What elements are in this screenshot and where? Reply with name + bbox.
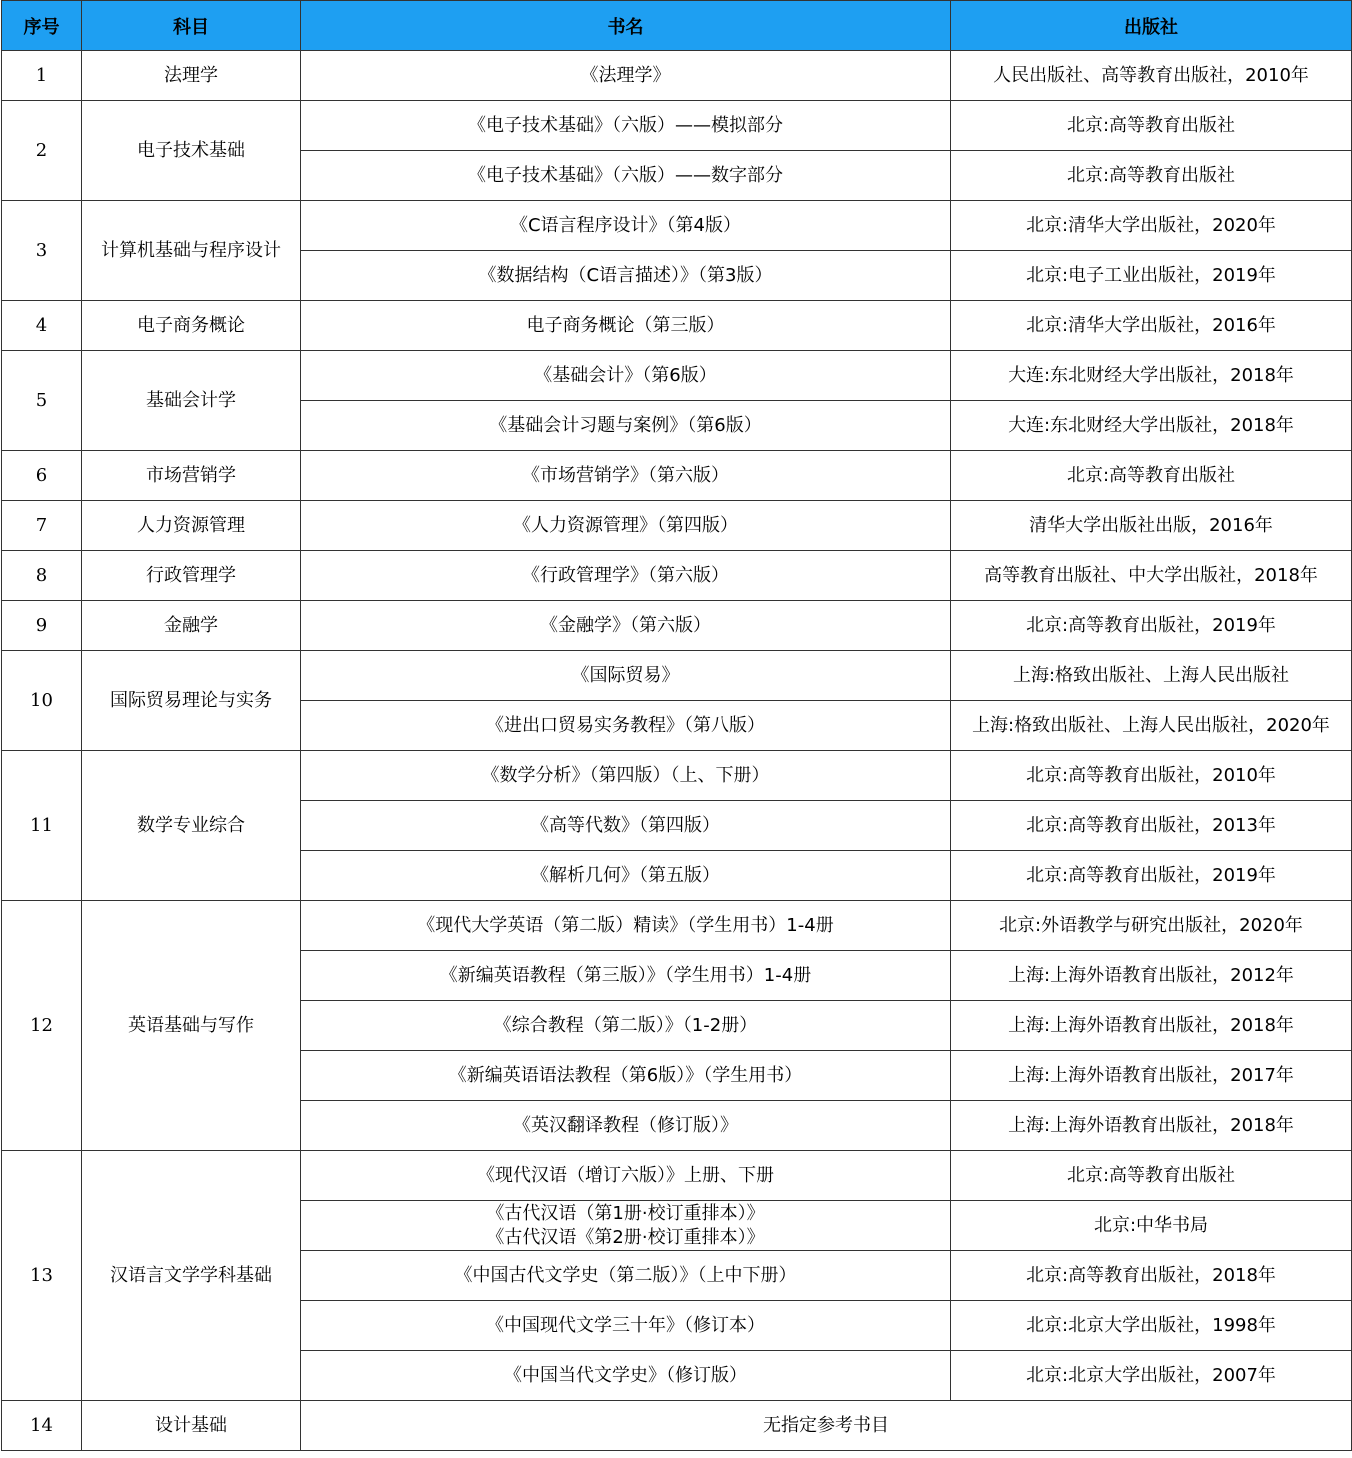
row-publisher: 北京:电子工业出版社，2019年	[951, 251, 1352, 301]
row-publisher: 上海:上海外语教育出版社，2012年	[951, 951, 1352, 1001]
row-subject: 设计基础	[82, 1401, 301, 1451]
row-book-title: 《数学分析》（第四版）（上、下册）	[301, 751, 951, 801]
row-publisher: 上海:格致出版社、上海人民出版社	[951, 651, 1352, 701]
row-subject: 汉语言文学学科基础	[82, 1151, 301, 1401]
row-book-title	[301, 1201, 951, 1251]
row-publisher: 清华大学出版社出版，2016年	[951, 501, 1352, 551]
header-row	[2, 1, 1352, 51]
table-row	[2, 901, 1352, 951]
row-book-title: 《国际贸易》	[301, 651, 951, 701]
row-book-title: 《进出口贸易实务教程》（第八版）	[301, 701, 951, 751]
row-publisher: 北京:高等教育出版社，2019年	[951, 851, 1352, 901]
row-index: 6	[2, 451, 82, 501]
row-subject: 市场营销学	[82, 451, 301, 501]
row-index: 10	[2, 651, 82, 751]
header-index: 序号	[2, 1, 82, 51]
row-index: 1	[2, 51, 82, 101]
row-subject: 人力资源管理	[82, 501, 301, 551]
book-title-line: 《古代汉语（第1册·校订重排本）》	[486, 1202, 765, 1224]
row-publisher: 北京:高等教育出版社，2010年	[951, 751, 1352, 801]
row-book-title: 《金融学》（第六版）	[301, 601, 951, 651]
row-book-title: 《电子技术基础》（六版）——模拟部分	[301, 101, 951, 151]
row-publisher: 北京:高等教育出版社，2013年	[951, 801, 1352, 851]
row-book-title: 《中国当代文学史》（修订版）	[301, 1351, 951, 1401]
table-row	[2, 301, 1352, 351]
row-index: 13	[2, 1151, 82, 1401]
row-index: 5	[2, 351, 82, 451]
row-publisher: 北京:北京大学出版社，1998年	[951, 1301, 1352, 1351]
row-publisher: 上海:上海外语教育出版社，2018年	[951, 1101, 1352, 1151]
row-book-title: 《中国现代文学三十年》（修订本）	[301, 1301, 951, 1351]
row-publisher: 北京:高等教育出版社	[951, 451, 1352, 501]
row-index: 7	[2, 501, 82, 551]
book-title-line: 《古代汉语《第2册·校订重排本）》	[486, 1226, 765, 1248]
row-publisher: 北京:高等教育出版社	[951, 1151, 1352, 1201]
row-index: 8	[2, 551, 82, 601]
table-body	[2, 51, 1352, 1451]
row-publisher: 高等教育出版社、中大学出版社，2018年	[951, 551, 1352, 601]
row-subject: 金融学	[82, 601, 301, 651]
row-book-title: 《市场营销学》（第六版）	[301, 451, 951, 501]
row-book-title: 《基础会计习题与案例》（第6版）	[301, 401, 951, 451]
row-subject: 英语基础与写作	[82, 901, 301, 1151]
row-book-title: 《新编英语教程（第三版）》（学生用书）1-4册	[301, 951, 951, 1001]
row-subject: 电子技术基础	[82, 101, 301, 201]
row-publisher: 大连:东北财经大学出版社，2018年	[951, 351, 1352, 401]
row-subject: 基础会计学	[82, 351, 301, 451]
row-book-title: 《数据结构（C语言描述）》（第3版）	[301, 251, 951, 301]
row-publisher: 人民出版社、高等教育出版社，2010年	[951, 51, 1352, 101]
row-publisher: 北京:清华大学出版社，2016年	[951, 301, 1352, 351]
row-publisher: 北京:高等教育出版社	[951, 151, 1352, 201]
row-book-title: 《解析几何》（第五版）	[301, 851, 951, 901]
row-book-title: 《中国古代文学史（第二版）》（上中下册）	[301, 1251, 951, 1301]
row-book-title: 《新编英语语法教程（第6版）》（学生用书）	[301, 1051, 951, 1101]
row-subject: 计算机基础与程序设计	[82, 201, 301, 301]
row-publisher: 北京:高等教育出版社	[951, 101, 1352, 151]
table-row	[2, 201, 1352, 251]
header-subject: 科目	[82, 1, 301, 51]
row-book-title: 《人力资源管理》（第四版）	[301, 501, 951, 551]
table-row	[2, 601, 1352, 651]
row-note: 无指定参考书目	[301, 1401, 1352, 1451]
row-book-title: 《电子技术基础》（六版）——数字部分	[301, 151, 951, 201]
table-row	[2, 101, 1352, 151]
table-row	[2, 51, 1352, 101]
row-subject: 数学专业综合	[82, 751, 301, 901]
row-index: 4	[2, 301, 82, 351]
row-publisher: 大连:东北财经大学出版社，2018年	[951, 401, 1352, 451]
row-book-title: 《行政管理学》（第六版）	[301, 551, 951, 601]
row-publisher: 上海:上海外语教育出版社，2018年	[951, 1001, 1352, 1051]
row-index: 9	[2, 601, 82, 651]
table-row	[2, 751, 1352, 801]
table-row	[2, 1401, 1352, 1451]
row-publisher: 北京:高等教育出版社，2018年	[951, 1251, 1352, 1301]
table-row	[2, 551, 1352, 601]
row-book-title: 《现代大学英语（第二版）精读》（学生用书）1-4册	[301, 901, 951, 951]
row-book-title: 电子商务概论（第三版）	[301, 301, 951, 351]
table-row	[2, 651, 1352, 701]
table-row	[2, 351, 1352, 401]
header-book-title: 书名	[301, 1, 951, 51]
row-index: 2	[2, 101, 82, 201]
table-row	[2, 501, 1352, 551]
row-index: 12	[2, 901, 82, 1151]
table-row	[2, 1151, 1352, 1201]
row-subject: 行政管理学	[82, 551, 301, 601]
table-row	[2, 451, 1352, 501]
table-header	[2, 1, 1352, 51]
row-publisher: 北京:清华大学出版社，2020年	[951, 201, 1352, 251]
row-publisher: 北京:中华书局	[951, 1201, 1352, 1251]
header-publisher: 出版社	[951, 1, 1352, 51]
row-index: 3	[2, 201, 82, 301]
row-publisher: 北京:高等教育出版社，2019年	[951, 601, 1352, 651]
row-subject: 国际贸易理论与实务	[82, 651, 301, 751]
row-book-title: 《基础会计》（第6版）	[301, 351, 951, 401]
row-index: 14	[2, 1401, 82, 1451]
row-book-title: 《法理学》	[301, 51, 951, 101]
row-publisher: 北京:外语教学与研究出版社，2020年	[951, 901, 1352, 951]
row-index: 11	[2, 751, 82, 901]
row-subject: 电子商务概论	[82, 301, 301, 351]
row-book-title: 《C语言程序设计》（第4版）	[301, 201, 951, 251]
row-book-title: 《英汉翻译教程（修订版）》	[301, 1101, 951, 1151]
row-book-title: 《高等代数》（第四版）	[301, 801, 951, 851]
row-publisher: 上海:上海外语教育出版社，2017年	[951, 1051, 1352, 1101]
row-publisher: 北京:北京大学出版社，2007年	[951, 1351, 1352, 1401]
row-publisher: 上海:格致出版社、上海人民出版社，2020年	[951, 701, 1352, 751]
row-book-title: 《现代汉语（增订六版）》上册、下册	[301, 1151, 951, 1201]
reference-book-table	[1, 0, 1352, 1451]
row-subject: 法理学	[82, 51, 301, 101]
row-book-title: 《综合教程（第二版）》（1-2册）	[301, 1001, 951, 1051]
